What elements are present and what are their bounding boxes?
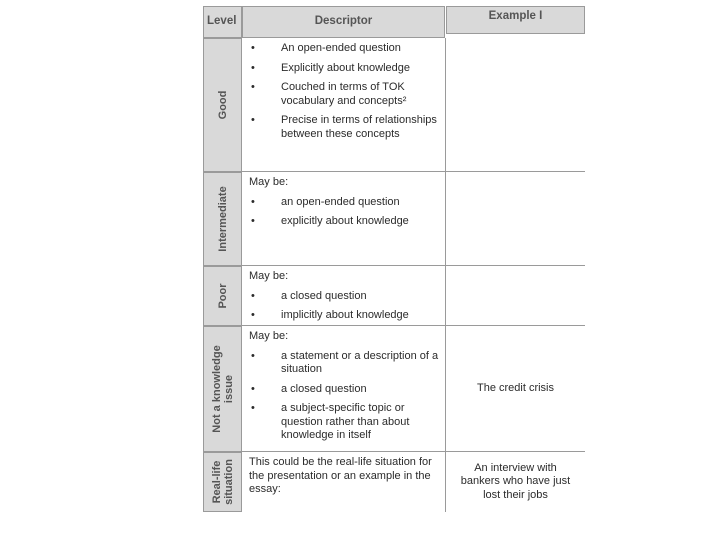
list-item: • implicitly about knowledge <box>249 309 439 323</box>
level-label-line: Not a knowledge <box>210 345 223 433</box>
list-item: • a closed question <box>249 383 439 397</box>
descriptor-not-knowledge-issue <box>242 326 446 452</box>
level-label-line: situation <box>222 459 235 505</box>
level-intermediate <box>203 172 242 266</box>
descriptor-poor <box>242 266 446 326</box>
level-label-line: issue <box>222 374 235 404</box>
list-item: • An open-ended question <box>249 42 439 56</box>
list-item: • a subject-specific topic or question rather than about knowledge in itself <box>249 402 439 443</box>
example-not-knowledge-issue: The credit crisis <box>446 326 585 452</box>
level-real-life-situation <box>203 452 242 512</box>
list-item: • Couched in terms of TOK vocabulary and concepts² <box>249 81 439 108</box>
level-good-label: Good <box>216 90 229 120</box>
descriptor-intermediate <box>242 172 446 266</box>
level-good <box>203 38 242 172</box>
descriptor-poor-list <box>249 290 439 323</box>
list-item: • Explicitly about knowledge <box>249 62 439 76</box>
descriptor-good <box>242 38 446 172</box>
level-label-line: Real-life <box>210 460 223 504</box>
tok-knowledge-issue-table <box>203 6 585 512</box>
level-intermediate-label: Intermediate <box>216 186 229 252</box>
list-item: • a statement or a description of a situation <box>249 350 439 377</box>
level-not-knowledge-issue-label <box>211 345 235 432</box>
level-poor-label: Poor <box>216 283 229 309</box>
header-level: Level <box>203 6 242 38</box>
descriptor-good-list <box>249 42 439 141</box>
example-intermediate <box>446 172 585 266</box>
level-poor <box>203 266 242 326</box>
level-not-knowledge-issue <box>203 326 242 452</box>
example-poor <box>446 266 585 326</box>
level-real-life-situation-label <box>211 459 235 505</box>
list-item: • explicitly about knowledge <box>249 215 439 229</box>
header-descriptor: Descriptor <box>242 6 445 38</box>
descriptor-intro: May be: <box>249 176 289 188</box>
descriptor-real-life-situation <box>242 452 446 512</box>
list-item: • Precise in terms of relationships between these concepts <box>249 114 439 141</box>
descriptor-intermediate-list <box>249 196 439 229</box>
descriptor-intro: This could be the real-life situation for the presentation or an example in the essay: <box>249 456 432 495</box>
list-item: • a closed question <box>249 290 439 304</box>
descriptor-not-knowledge-issue-list <box>249 350 439 443</box>
list-item: • an open-ended question <box>249 196 439 210</box>
descriptor-intro: May be: <box>249 270 289 282</box>
descriptor-intro: May be: <box>249 330 289 342</box>
example-real-life-situation: An interview with bankers who have just lost their jobs <box>460 461 571 501</box>
header-example: Example I <box>446 6 585 34</box>
example-good <box>446 34 585 172</box>
